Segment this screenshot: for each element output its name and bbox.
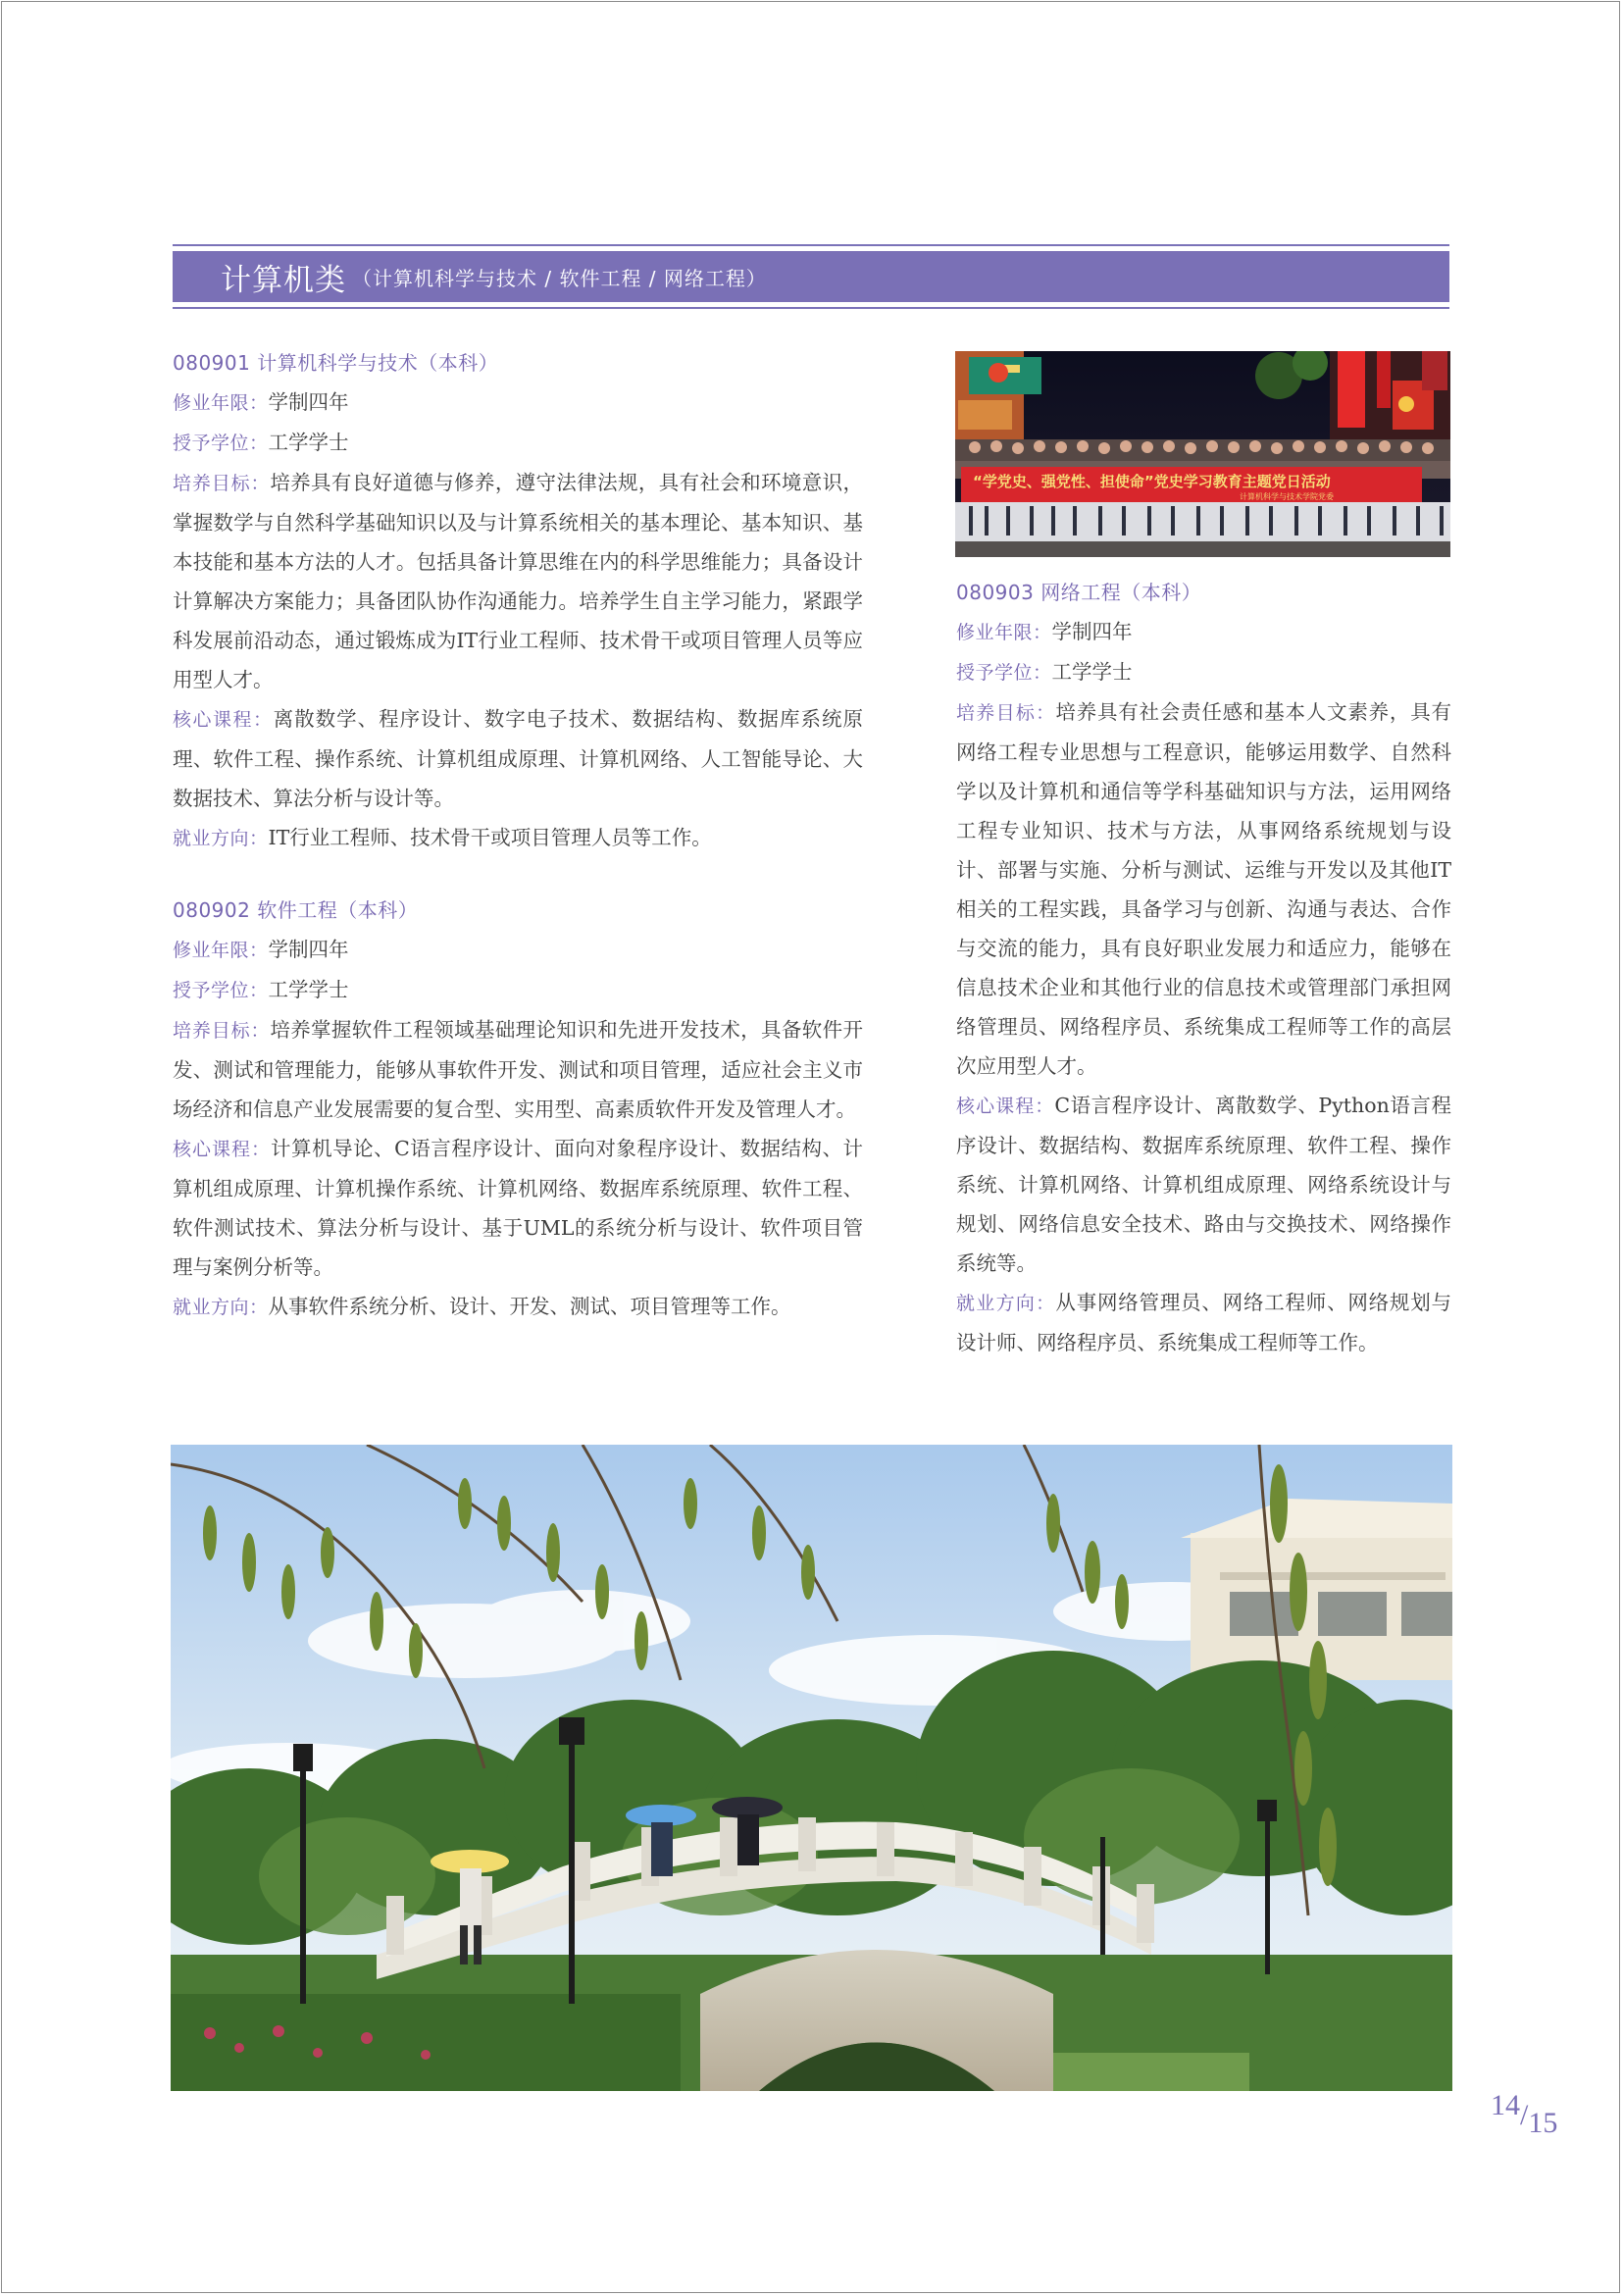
degree-label: 授予学位： bbox=[173, 433, 269, 454]
goal-value: 培养掌握软件工程领域基础理论知识和先进开发技术，具备软件开发、测试和管理能力，能够从事软件开发、测试和项目管理，适应社会主义市场经济和信息产业发展需要的复合型、实用型、高素质软件开发及管理人才。 bbox=[173, 1018, 863, 1121]
degree-label: 授予学位： bbox=[173, 980, 269, 1001]
courses-label: 核心课程： bbox=[173, 709, 274, 731]
page-number-next: 15 bbox=[1528, 2107, 1558, 2139]
program-title: 080902 软件工程（本科） bbox=[173, 898, 419, 922]
campus-bridge-photo bbox=[171, 1445, 1452, 2091]
degree-field bbox=[956, 652, 1451, 692]
career-value: IT行业工程师、技术骨干或项目管理人员等工作。 bbox=[268, 826, 712, 849]
duration-label: 修业年限： bbox=[956, 622, 1052, 643]
campus-bridge-image bbox=[171, 1445, 1452, 2091]
header-rule-top bbox=[173, 244, 1449, 246]
career-label: 就业方向： bbox=[173, 1297, 269, 1318]
courses-label: 核心课程： bbox=[956, 1096, 1055, 1117]
courses-field bbox=[173, 1129, 863, 1287]
courses-value: 离散数学、程序设计、数字电子技术、数据结构、数据库系统原理、软件工程、操作系统、计算机组成原理、计算机网络、人工智能导论、大数据技术、算法分析与设计等。 bbox=[173, 707, 863, 810]
degree-value: 工学学士 bbox=[1051, 660, 1133, 684]
page-number-slash: / bbox=[1520, 2099, 1529, 2131]
goal-value: 培养具有良好道德与修养，遵守法律法规，具有社会和环境意识，掌握数学与自然科学基础知识以及与计算系统相关的基本理论、基本知识、基本技能和基本方法的人才。包括具备计算思维在内的科学思维能力；具备设计计算解决方案能力；具备团队协作沟通能力。培养学生自主学习能力，紧跟学科发展前沿动态，通过锻炼成为IT行业工程师、技术骨干或项目管理人员等应用型人才。 bbox=[173, 471, 863, 691]
goal-field bbox=[173, 463, 863, 699]
duration-field bbox=[956, 612, 1451, 652]
career-label: 就业方向： bbox=[173, 828, 269, 849]
program-network-engineering bbox=[956, 573, 1451, 1362]
duration-value: 学制四年 bbox=[1051, 620, 1133, 643]
career-label: 就业方向： bbox=[956, 1293, 1056, 1314]
section-title: 计算机类 bbox=[221, 262, 346, 298]
duration-label: 修业年限： bbox=[173, 392, 269, 414]
header-rule-bottom bbox=[173, 307, 1449, 309]
goal-label: 培养目标： bbox=[956, 702, 1056, 724]
program-title: 080901 计算机科学与技术（本科） bbox=[173, 351, 499, 375]
courses-field bbox=[173, 699, 863, 818]
degree-value: 工学学士 bbox=[268, 431, 349, 454]
page-number bbox=[1491, 2089, 1558, 2139]
program-computer-science bbox=[173, 343, 863, 858]
goal-value: 培养具有社会责任感和基本人文素养，具有网络工程专业思想与工程意识，能够运用数学、自然科学以及计算机和通信等学科基础知识与方法，运用网络工程专业知识、技术与方法，从事网络系统规划与设计、部署与实施、分析与测试、运维与开发以及其他IT相关的工程实践，具备学习与创新、沟通与表达、合作与交流的能力，具有良好职业发展力和适应力，能够在信息技术企业和其他行业的信息技术或管理部门承担网络管理员、网络程序员、系统集成工程师等工作的高层次应用型人才。 bbox=[956, 700, 1451, 1078]
banner-text: “学党史、强党性、担使命”党史学习教育主题党日活动 bbox=[973, 473, 1331, 490]
courses-value: C语言程序设计、离散数学、Python语言程序设计、数据结构、数据库系统原理、软件工程、操作系统、计算机网络、计算机组成原理、网络系统设计与规划、网络信息安全技术、路由与交换技术、网络操作系统等。 bbox=[956, 1094, 1451, 1275]
goal-field bbox=[173, 1010, 863, 1129]
courses-label: 核心课程： bbox=[173, 1139, 272, 1160]
degree-field bbox=[173, 423, 863, 463]
courses-field bbox=[956, 1086, 1451, 1283]
duration-field bbox=[173, 383, 863, 423]
degree-value: 工学学士 bbox=[268, 978, 349, 1001]
section-header bbox=[173, 251, 1449, 302]
duration-value: 学制四年 bbox=[268, 390, 349, 414]
section-subtitle: （计算机科学与技术 / 软件工程 / 网络工程） bbox=[352, 266, 767, 290]
courses-value: 计算机导论、C语言程序设计、面向对象程序设计、数据结构、计算机组成原理、计算机操作系统、计算机网络、数据库系统原理、软件工程、软件测试技术、算法分析与设计、基于UML的系统分析与设计、软件项目管理与案例分析等。 bbox=[173, 1137, 863, 1279]
group-photo-image bbox=[955, 351, 1450, 557]
goal-label: 培养目标： bbox=[173, 473, 271, 494]
page-number-current: 14 bbox=[1491, 2089, 1520, 2121]
career-value: 从事软件系统分析、设计、开发、测试、项目管理等工作。 bbox=[268, 1295, 791, 1318]
career-field bbox=[956, 1283, 1451, 1362]
banner-subtext: 计算机科学与技术学院党委 bbox=[1240, 492, 1334, 501]
duration-field bbox=[173, 930, 863, 970]
career-field bbox=[173, 1287, 863, 1327]
duration-value: 学制四年 bbox=[268, 938, 349, 961]
degree-label: 授予学位： bbox=[956, 662, 1052, 684]
career-field bbox=[173, 818, 863, 858]
program-software-engineering bbox=[173, 891, 863, 1327]
degree-field bbox=[173, 970, 863, 1010]
career-value: 从事网络管理员、网络工程师、网络规划与设计师、网络程序员、系统集成工程师等工作。 bbox=[956, 1291, 1451, 1354]
program-title: 080903 网络工程（本科） bbox=[956, 581, 1202, 604]
goal-label: 培养目标： bbox=[173, 1020, 271, 1042]
duration-label: 修业年限： bbox=[173, 940, 269, 961]
group-photo bbox=[955, 351, 1450, 557]
goal-field bbox=[956, 692, 1451, 1086]
